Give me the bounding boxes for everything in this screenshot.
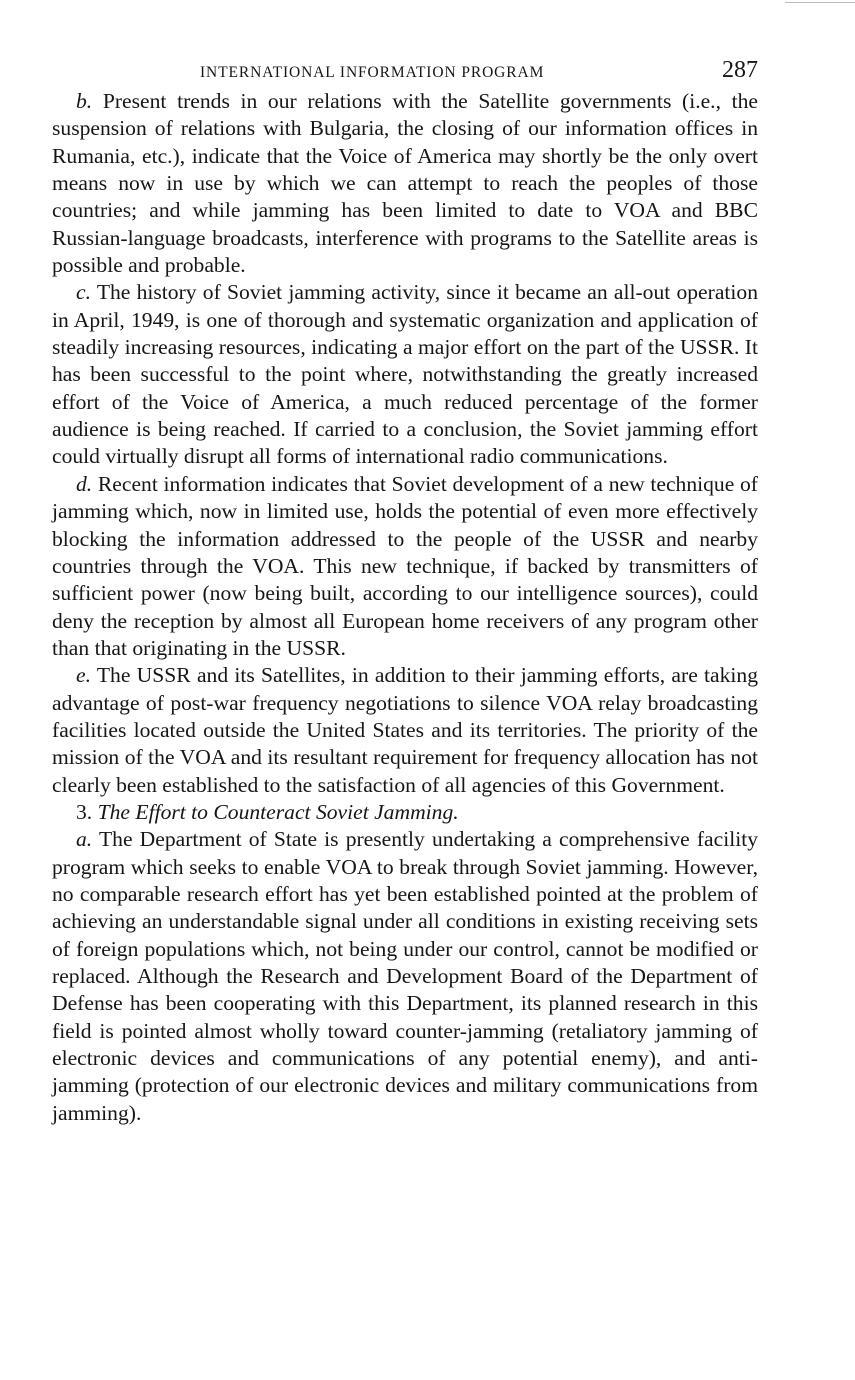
paragraph-label: b. <box>76 89 93 113</box>
paragraph-label: c. <box>76 280 91 305</box>
section-heading <box>52 799 758 826</box>
paragraph-text: Recent information indicates that Soviet development of a new technique of jamming which, now in limited use, holds the potential of even more effectively blocking the information addressed to the people of the USSR and nearby countries through the VOA. This new technique, if backed by transmitters of sufficient power (now being built, according to our intelligence sources), could deny the reception by almost all European home receivers of any program other than that originating in the USSR. <box>52 471 758 660</box>
paragraph-text: Present trends in our relations with the Satellite governments (i.e., the suspension of relations with Bulgaria, the closing of our information offices in Rumania, etc.), indicate that the Voice of America may shortly be the only overt means now in use by which we can attempt to reach the peoples of those countries; and while jamming has been limited to date to VOA and BBC Russian-language broadcasts, interference with programs to the Satellite areas is possible and probable. <box>52 89 759 278</box>
paragraph-text: The Department of State is presently undertaking a comprehensive facility program which seeks to enable VOA to break through Soviet jamming. However, no comparable research effort has yet been established pointed at the problem of achieving an understandable signal under all conditions in existing receiving sets of foreign populations which, not being under our control, cannot be modified or replaced. Although the Research and Development Board of the Department of Defense has been cooperating with this Department, its planned research in this field is pointed almost wholly toward counter-jamming (retaliatory jamming of electronic devices and communications of any potential enemy), and anti-jamming (protection of our electronic devices and military communications from jamming). <box>52 827 758 1125</box>
document-page <box>52 58 758 1127</box>
section-number: 3. <box>76 799 93 824</box>
scan-edge-rule <box>785 2 855 3</box>
running-header <box>52 58 758 84</box>
paragraph-e <box>52 662 758 799</box>
paragraph-b <box>52 88 758 279</box>
paragraph-text: The history of Soviet jamming activity, since it became an all-out operation in April, 1949, is one of thorough and systematic organization and application of steadily increasing resources, indicating a major effort on the part of the USSR. It has been successful to the point where, notwithstanding the greatly increased effort of the Voice of America, a much reduced percentage of the former audience is being reached. If carried to a conclusion, the Soviet jamming effort could virtually disrupt all forms of international radio communications. <box>52 280 758 469</box>
paragraph-3a <box>52 826 758 1127</box>
running-title: INTERNATIONAL INFORMATION PROGRAM <box>200 64 545 81</box>
paragraph-text: The USSR and its Satellites, in addition to their jamming efforts, are taking advantage of post-war frequency negotiations to silence VOA relay broadcasting facilities located outside the United States and its territories. The priority of the mission of the VOA and its resultant requirement for frequency allocation has not clearly been established to the satisfaction of all agencies of this Government. <box>52 663 758 797</box>
body-text <box>52 88 758 1127</box>
paragraph-d <box>52 471 758 662</box>
paragraph-label: d. <box>76 471 93 496</box>
paragraph-label: a. <box>76 827 93 852</box>
page-number: 287 <box>722 57 758 83</box>
paragraph-c <box>52 279 758 470</box>
section-title: The Effort to Counteract Soviet Jamming. <box>97 799 459 824</box>
paragraph-label: e. <box>76 663 91 688</box>
